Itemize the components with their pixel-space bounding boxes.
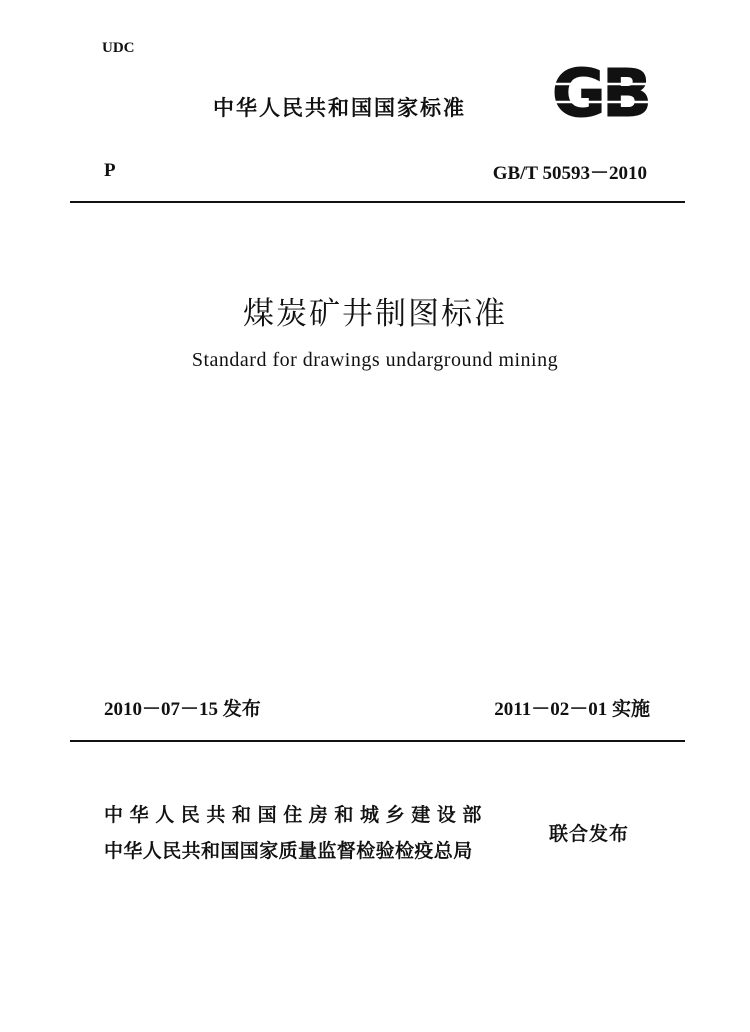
- issue-date: 2010－07－15 发布: [104, 699, 261, 720]
- issuer-aqsiq: 中华人民共和国国家质量监督检验检疫总局: [104, 840, 473, 862]
- title-english: Standard for drawings undarground mining: [191, 349, 559, 371]
- gb-logo-text: GB: [551, 64, 649, 122]
- standard-number: GB/T 50593－2010: [492, 163, 647, 184]
- issuer-ministry: 中华人民共和国住房和城乡建设部: [104, 804, 489, 826]
- national-standard-heading: 中华人民共和国国家标准: [213, 96, 466, 120]
- classification-code: P: [104, 160, 116, 181]
- joint-release-label: 联合发布: [549, 823, 630, 845]
- udc-label: UDC: [102, 40, 135, 56]
- title-chinese: 煤炭矿井制图标准: [243, 296, 507, 332]
- bottom-divider: [70, 740, 685, 742]
- implementation-date: 2011－02－01 实施: [494, 699, 650, 720]
- gb-logo: [540, 64, 660, 122]
- top-divider: [70, 201, 685, 203]
